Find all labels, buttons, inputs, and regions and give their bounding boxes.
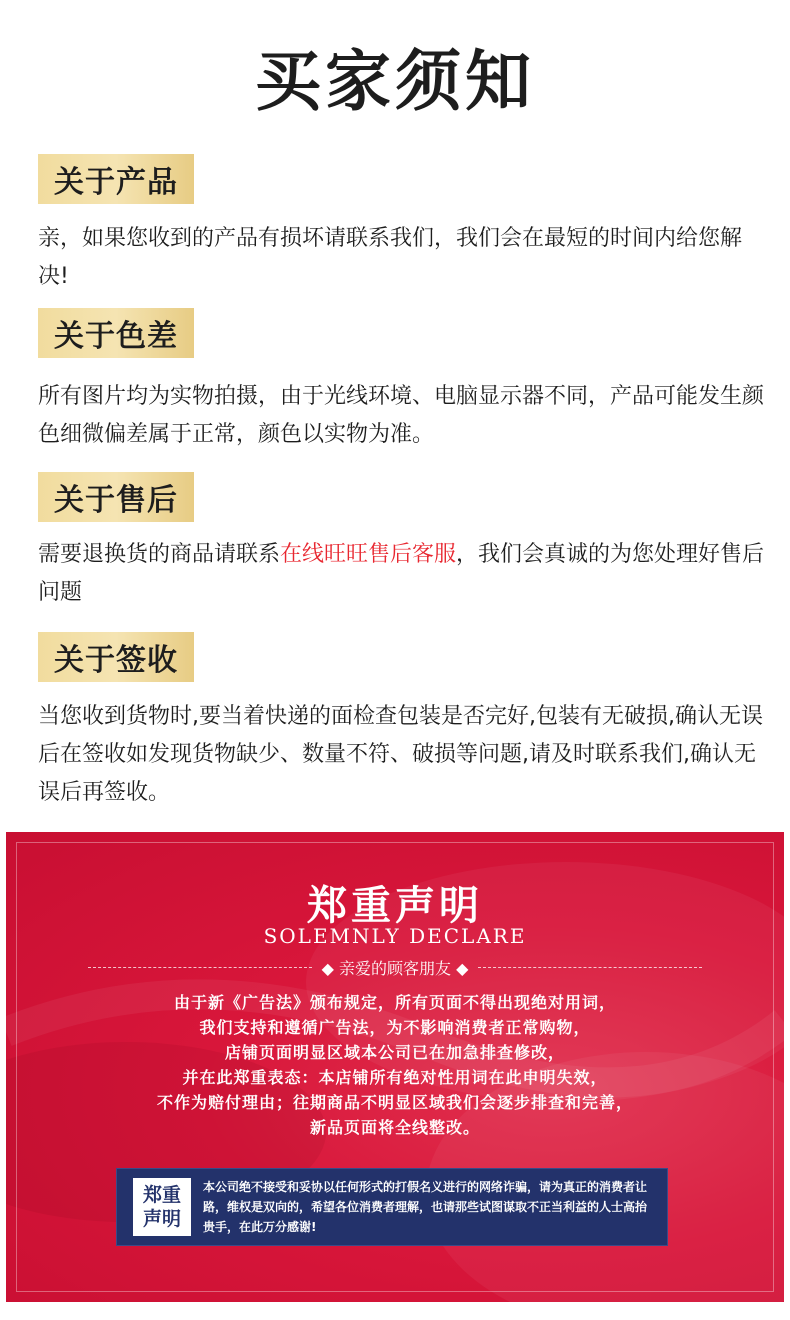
declaration-line: 并在此郑重表态：本店铺所有绝对性用词在此申明失效，	[182, 1068, 608, 1087]
section-text-product-body: 亲，如果您收到的产品有损坏请联系我们，我们会在最短的时间内给您解决!	[38, 226, 743, 289]
section-tag-receipt: 关于签收	[38, 632, 194, 682]
declaration-subtitle: SOLEMNLY DECLARE	[263, 924, 527, 948]
declaration-banner	[6, 832, 784, 1302]
section-text-aftersale-after: ，我们会真诚的为您处理好售后问题	[38, 542, 765, 605]
stamp-line: 声明	[142, 1208, 181, 1230]
declaration-line: 店铺页面明显区域本公司已在加急排查修改，	[224, 1043, 565, 1062]
page-title: 买家须知	[255, 43, 535, 120]
stamp-line: 郑重	[142, 1184, 181, 1206]
declaration-body	[6, 990, 784, 1140]
declaration-line: 由于新《广告法》颁布规定，所有页面不得出现绝对用词，	[173, 993, 616, 1012]
section-text-product	[38, 220, 768, 296]
section-text-color-body: 所有图片均为实物拍摄，由于光线环境、电脑显示器不同，产品可能发生颜色细微偏差属于正常，颜色以实物为准。	[38, 384, 765, 447]
divider-text: ◆ 亲爱的顾客朋友 ◆	[321, 958, 469, 978]
declaration-line: 不作为赔付理由；往期商品不明显区域我们会逐步排查和完善，	[156, 1093, 633, 1112]
section-text-color	[38, 378, 768, 454]
notice-text: 本公司绝不接受和妥协以任何形式的打假名义进行的网络诈骗，请为真正的消费者让路，维权是双向的，希望各位消费者理解，也请那些试图谋取不正当利益的人士高抬贵手，在此万分感谢!	[203, 1180, 648, 1234]
divider-dash-right	[478, 967, 702, 968]
declaration-divider	[88, 956, 702, 978]
declaration-line: 我们支持和遵循广告法，为不影响消费者正常购物，	[199, 1018, 591, 1037]
aftersale-service-link[interactable]: 在线旺旺售后客服	[280, 542, 457, 567]
section-text-aftersale-before: 需要退换货的商品请联系	[38, 542, 281, 567]
section-tag-aftersale: 关于售后	[38, 472, 194, 522]
section-text-aftersale	[38, 536, 768, 612]
section-text-receipt	[38, 698, 768, 812]
divider-dash-left	[88, 967, 312, 968]
declaration-stamp	[133, 1178, 191, 1236]
section-tag-color: 关于色差	[38, 308, 194, 358]
declaration-line: 新品页面将全线整改。	[309, 1118, 480, 1137]
section-text-receipt-body: 当您收到货物时,要当着快递的面检查包装是否完好,包装有无破损,确认无误后在签收如发现货物缺少、数量不符、破损等问题,请及时联系我们,确认无误后再签收。	[38, 704, 763, 805]
declaration-title: 郑重声明	[307, 883, 483, 929]
anti-fraud-notice	[116, 1168, 668, 1246]
section-tag-product: 关于产品	[38, 154, 194, 204]
